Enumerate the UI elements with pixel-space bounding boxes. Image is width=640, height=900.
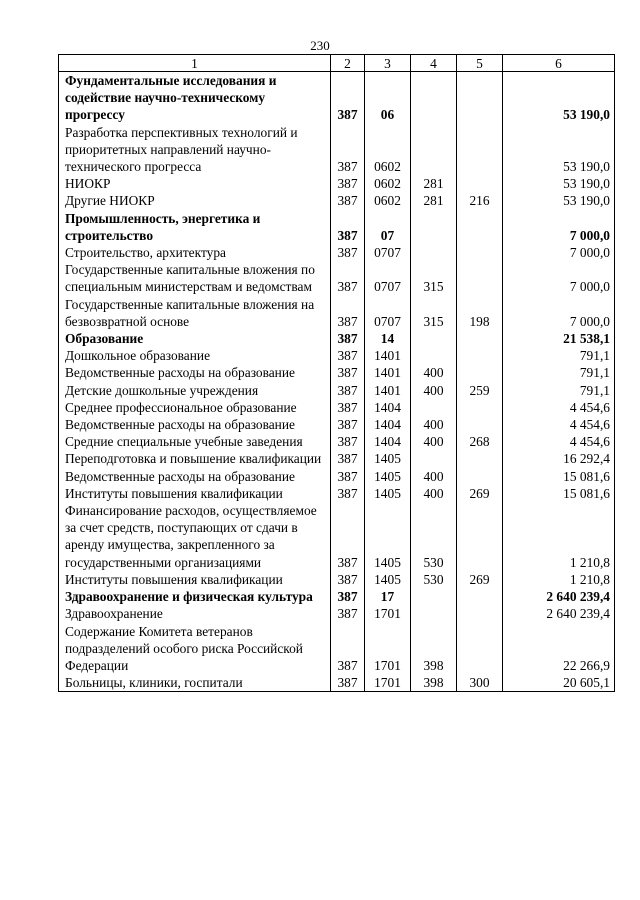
table-row	[59, 261, 615, 295]
row-expense-type-code	[457, 261, 503, 295]
row-section-code: 1404	[365, 399, 411, 416]
row-name: Детские дошкольные учреждения	[59, 382, 331, 399]
row-section-code: 0602	[365, 192, 411, 209]
table-body	[59, 72, 615, 692]
table-row	[59, 124, 615, 176]
row-name: Образование	[59, 330, 331, 347]
row-target-item-code	[411, 399, 457, 416]
row-target-item-code: 400	[411, 416, 457, 433]
row-section-code: 1405	[365, 468, 411, 485]
column-header: 1	[59, 55, 331, 72]
row-target-item-code: 398	[411, 674, 457, 692]
row-amount: 15 081,6	[503, 485, 615, 502]
row-section-code: 0602	[365, 175, 411, 192]
table-row	[59, 72, 615, 124]
row-name: Институты повышения квалификации	[59, 485, 331, 502]
row-expense-type-code	[457, 347, 503, 364]
row-expense-type-code: 269	[457, 485, 503, 502]
row-chapter-code: 387	[331, 244, 365, 261]
table-row	[59, 364, 615, 381]
table-row	[59, 382, 615, 399]
row-section-code: 17	[365, 588, 411, 605]
column-header: 2	[331, 55, 365, 72]
row-section-code: 0707	[365, 244, 411, 261]
row-chapter-code: 387	[331, 330, 365, 347]
table-row	[59, 416, 615, 433]
row-amount: 2 640 239,4	[503, 588, 615, 605]
row-amount: 7 000,0	[503, 261, 615, 295]
row-section-code: 1701	[365, 674, 411, 692]
row-target-item-code: 281	[411, 192, 457, 209]
row-expense-type-code	[457, 399, 503, 416]
table-row	[59, 502, 615, 571]
row-chapter-code: 387	[331, 674, 365, 692]
row-amount: 53 190,0	[503, 192, 615, 209]
table-row	[59, 450, 615, 467]
table-row	[59, 192, 615, 209]
row-target-item-code: 530	[411, 502, 457, 571]
row-section-code: 1405	[365, 485, 411, 502]
row-name: Другие НИОКР	[59, 192, 331, 209]
row-target-item-code: 400	[411, 485, 457, 502]
row-chapter-code: 387	[331, 485, 365, 502]
row-expense-type-code	[457, 72, 503, 124]
row-name: Средние специальные учебные заведения	[59, 433, 331, 450]
row-target-item-code: 281	[411, 175, 457, 192]
row-section-code: 06	[365, 72, 411, 124]
row-expense-type-code: 300	[457, 674, 503, 692]
row-name: Государственные капитальные вложения на безвозвратной основе	[59, 296, 331, 330]
row-chapter-code: 387	[331, 347, 365, 364]
row-target-item-code: 398	[411, 623, 457, 675]
row-section-code: 1401	[365, 382, 411, 399]
row-section-code: 14	[365, 330, 411, 347]
row-target-item-code	[411, 605, 457, 622]
row-chapter-code: 387	[331, 571, 365, 588]
table-row	[59, 605, 615, 622]
row-amount: 21 538,1	[503, 330, 615, 347]
row-name: Ведомственные расходы на образование	[59, 364, 331, 381]
table-row	[59, 571, 615, 588]
row-expense-type-code	[457, 124, 503, 176]
row-name: Разработка перспективных технологий и приоритетных направлений научно-технического прогресса	[59, 124, 331, 176]
row-amount: 20 605,1	[503, 674, 615, 692]
row-name: Дошкольное образование	[59, 347, 331, 364]
row-section-code: 1701	[365, 605, 411, 622]
row-expense-type-code: 269	[457, 571, 503, 588]
row-expense-type-code: 216	[457, 192, 503, 209]
row-name: НИОКР	[59, 175, 331, 192]
row-amount: 4 454,6	[503, 399, 615, 416]
row-expense-type-code: 198	[457, 296, 503, 330]
table-row	[59, 210, 615, 244]
row-target-item-code: 400	[411, 468, 457, 485]
row-section-code: 0707	[365, 296, 411, 330]
row-name: Здравоохранение	[59, 605, 331, 622]
table-header-row	[59, 55, 615, 72]
row-target-item-code	[411, 347, 457, 364]
row-expense-type-code	[457, 605, 503, 622]
row-chapter-code: 387	[331, 124, 365, 176]
row-name: Больницы, клиники, госпитали	[59, 674, 331, 692]
row-chapter-code: 387	[331, 623, 365, 675]
table-row	[59, 330, 615, 347]
row-expense-type-code	[457, 588, 503, 605]
row-amount: 15 081,6	[503, 468, 615, 485]
row-amount: 791,1	[503, 347, 615, 364]
row-chapter-code: 387	[331, 175, 365, 192]
row-amount: 1 210,8	[503, 571, 615, 588]
row-chapter-code: 387	[331, 364, 365, 381]
row-chapter-code: 387	[331, 261, 365, 295]
row-amount: 53 190,0	[503, 175, 615, 192]
table-row	[59, 623, 615, 675]
row-chapter-code: 387	[331, 416, 365, 433]
table-row	[59, 485, 615, 502]
table-row	[59, 399, 615, 416]
row-section-code: 1401	[365, 347, 411, 364]
row-section-code: 1405	[365, 502, 411, 571]
row-chapter-code: 387	[331, 605, 365, 622]
row-name: Финансирование расходов, осуществляемое за счет средств, поступающих от сдачи в аренду имущества, закрепленного за государственными организациями	[59, 502, 331, 571]
row-name: Переподготовка и повышение квалификации	[59, 450, 331, 467]
row-chapter-code: 387	[331, 450, 365, 467]
row-expense-type-code	[457, 468, 503, 485]
row-amount: 53 190,0	[503, 72, 615, 124]
row-expense-type-code	[457, 330, 503, 347]
row-chapter-code: 387	[331, 192, 365, 209]
table-row	[59, 244, 615, 261]
row-section-code: 1405	[365, 571, 411, 588]
row-name: Ведомственные расходы на образование	[59, 416, 331, 433]
row-name: Промышленность, энергетика и строительство	[59, 210, 331, 244]
table-row	[59, 674, 615, 692]
row-name: Здравоохранение и физическая культура	[59, 588, 331, 605]
row-amount: 22 266,9	[503, 623, 615, 675]
table-row	[59, 175, 615, 192]
row-amount: 791,1	[503, 382, 615, 399]
row-name: Государственные капитальные вложения по специальным министерствам и ведомствам	[59, 261, 331, 295]
budget-table	[58, 54, 615, 692]
row-expense-type-code	[457, 210, 503, 244]
row-expense-type-code	[457, 502, 503, 571]
row-chapter-code: 387	[331, 588, 365, 605]
row-expense-type-code: 259	[457, 382, 503, 399]
row-section-code: 1401	[365, 364, 411, 381]
row-target-item-code	[411, 330, 457, 347]
row-amount: 4 454,6	[503, 433, 615, 450]
row-name: Среднее профессиональное образование	[59, 399, 331, 416]
row-amount: 53 190,0	[503, 124, 615, 176]
column-header: 4	[411, 55, 457, 72]
table-row	[59, 433, 615, 450]
row-expense-type-code	[457, 364, 503, 381]
row-amount: 7 000,0	[503, 296, 615, 330]
row-target-item-code	[411, 72, 457, 124]
row-chapter-code: 387	[331, 382, 365, 399]
row-target-item-code: 315	[411, 261, 457, 295]
row-name: Строительство, архитектура	[59, 244, 331, 261]
row-target-item-code: 400	[411, 364, 457, 381]
row-chapter-code: 387	[331, 210, 365, 244]
table-row	[59, 588, 615, 605]
row-amount: 2 640 239,4	[503, 605, 615, 622]
row-target-item-code	[411, 244, 457, 261]
row-chapter-code: 387	[331, 72, 365, 124]
table-row	[59, 347, 615, 364]
row-name: Фундаментальные исследования и содействие научно-техническому прогрессу	[59, 72, 331, 124]
row-target-item-code	[411, 210, 457, 244]
row-expense-type-code	[457, 623, 503, 675]
row-target-item-code: 315	[411, 296, 457, 330]
table-row	[59, 468, 615, 485]
row-section-code: 07	[365, 210, 411, 244]
row-target-item-code	[411, 450, 457, 467]
row-name: Институты повышения квалификации	[59, 571, 331, 588]
row-section-code: 1404	[365, 416, 411, 433]
row-section-code: 1701	[365, 623, 411, 675]
column-header: 6	[503, 55, 615, 72]
row-name: Содержание Комитета ветеранов подразделений особого риска Российской Федерации	[59, 623, 331, 675]
row-amount: 4 454,6	[503, 416, 615, 433]
row-chapter-code: 387	[331, 433, 365, 450]
row-target-item-code: 530	[411, 571, 457, 588]
row-amount: 16 292,4	[503, 450, 615, 467]
table-row	[59, 296, 615, 330]
row-amount: 791,1	[503, 364, 615, 381]
row-section-code: 1405	[365, 450, 411, 467]
row-amount: 1 210,8	[503, 502, 615, 571]
row-expense-type-code	[457, 450, 503, 467]
row-name: Ведомственные расходы на образование	[59, 468, 331, 485]
row-section-code: 1404	[365, 433, 411, 450]
row-chapter-code: 387	[331, 296, 365, 330]
row-expense-type-code	[457, 244, 503, 261]
row-target-item-code: 400	[411, 433, 457, 450]
row-expense-type-code	[457, 175, 503, 192]
row-section-code: 0707	[365, 261, 411, 295]
row-target-item-code: 400	[411, 382, 457, 399]
row-target-item-code	[411, 124, 457, 176]
column-header: 3	[365, 55, 411, 72]
row-amount: 7 000,0	[503, 210, 615, 244]
row-target-item-code	[411, 588, 457, 605]
row-chapter-code: 387	[331, 399, 365, 416]
row-section-code: 0602	[365, 124, 411, 176]
row-amount: 7 000,0	[503, 244, 615, 261]
column-header: 5	[457, 55, 503, 72]
row-chapter-code: 387	[331, 468, 365, 485]
row-expense-type-code	[457, 416, 503, 433]
row-expense-type-code: 268	[457, 433, 503, 450]
row-chapter-code: 387	[331, 502, 365, 571]
page-number: 230	[310, 38, 330, 53]
